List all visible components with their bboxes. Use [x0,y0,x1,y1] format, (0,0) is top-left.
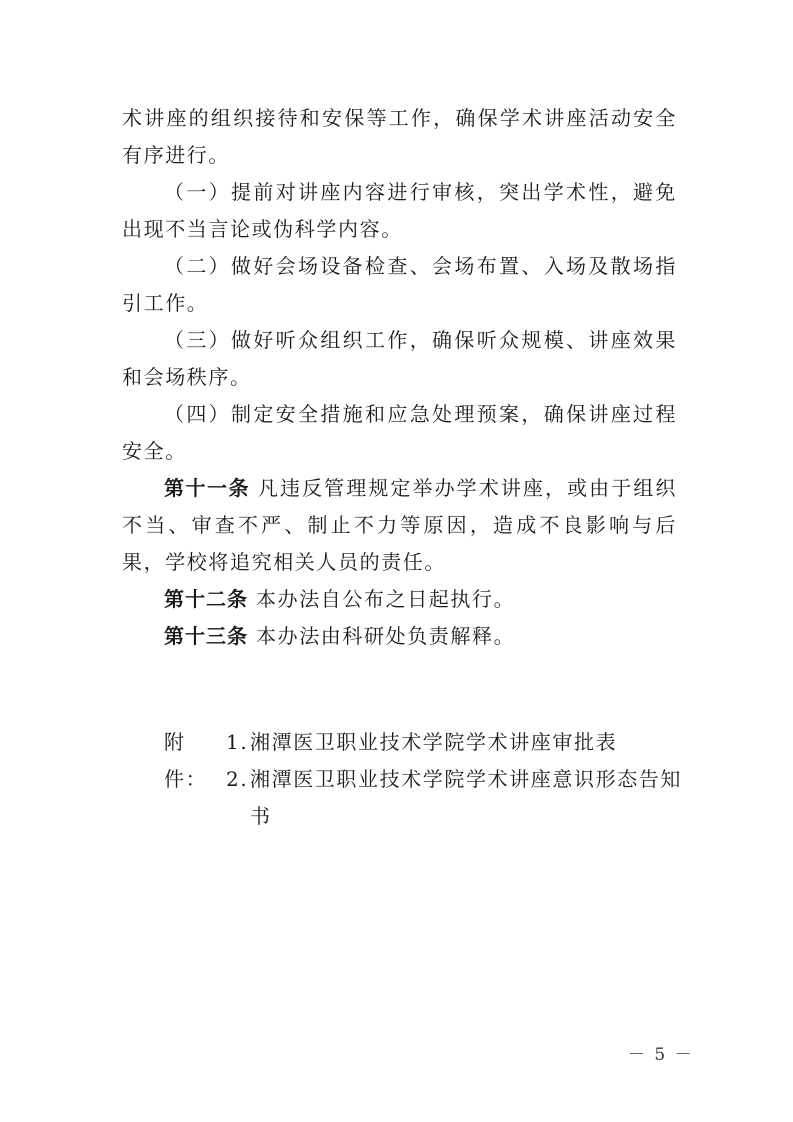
article-12 [122,581,677,618]
attachment-number: 2. [226,767,249,791]
attachment-item-1 [226,724,684,761]
page-number: － 5 － [628,1045,694,1065]
article-12-text: 本办法自公布之日起执行。 [256,587,516,611]
article-13-heading: 第十三条 [164,624,248,648]
attachment-title: 湘潭医卫职业技术学院学术讲座意识形态告知书 [250,767,682,828]
paragraph-item-3: （三）做好听众组织工作，确保听众规模、讲座效果和会场秩序。 [122,328,677,389]
attachments-label: 附件： [164,730,208,791]
article-11-text: 凡违反管理规定举办学术讲座，或由于组织不当、审查不严、制止不力等原因，造成不良影响与后果，学校将追究相关人员的责任。 [122,476,678,574]
article-11-heading: 第十一条 [164,476,250,500]
attachment-item-2 [226,761,684,835]
paragraph-item-2: （二）做好会场设备检查、会场布置、入场及散场指引工作。 [122,254,677,315]
article-13-text: 本办法由科研处负责解释。 [256,624,516,648]
article-11 [122,470,677,581]
body-text [122,100,677,655]
paragraph-continuation: 术讲座的组织接待和安保等工作，确保学术讲座活动安全有序进行。 [122,106,677,167]
attachment-title: 湘潭医卫职业技术学院学术讲座审批表 [250,730,618,754]
article-13 [122,618,677,655]
paragraph-item-4: （四）制定安全措施和应急处理预案，确保讲座过程安全。 [122,402,677,463]
paragraph-item-1: （一）提前对讲座内容进行审核，突出学术性，避免出现不当言论或伪科学内容。 [122,180,677,241]
article-12-heading: 第十二条 [164,587,248,611]
attachment-number: 1. [226,730,249,754]
attachments-section [164,724,684,835]
